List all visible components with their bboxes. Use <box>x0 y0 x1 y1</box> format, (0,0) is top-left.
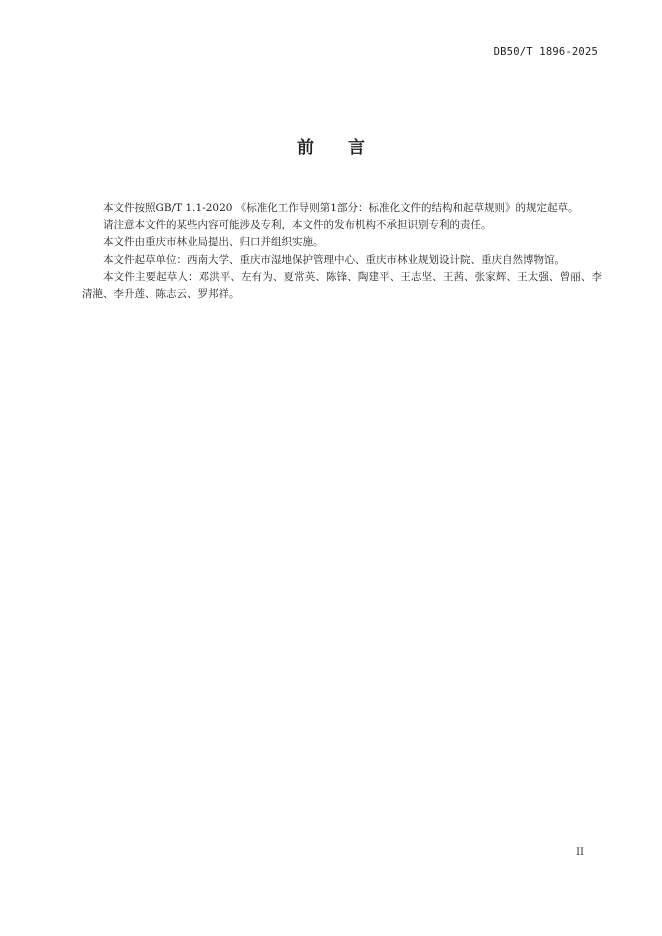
paragraph-drafters: 本文件主要起草人：邓洪平、左有为、夏常英、陈锋、陶建平、王志坚、王茜、张家辉、王太强、曾丽、李清滟、李升莲、陈志云、罗邦祥。 <box>82 270 602 301</box>
paragraph-drafting-units: 本文件起草单位：西南大学、重庆市湿地保护管理中心、重庆市林业规划设计院、重庆自然博物馆。 <box>103 253 565 266</box>
page-number: II <box>576 847 584 858</box>
section-title: 前言 <box>297 138 399 158</box>
preface-body <box>82 200 602 303</box>
document-code: DB50/T 1896-2025 <box>493 46 598 58</box>
paragraph-drafting-rules: 本文件按照GB/T 1.1-2020 《标准化工作导则第1部分：标准化文件的结构和起草规则》的规定起草。 <box>103 202 579 214</box>
paragraph-proposer: 本文件由重庆市林业局提出、归口并组织实施。 <box>103 236 324 249</box>
paragraph-patent-notice: 请注意本文件的某些内容可能涉及专利，本文件的发布机构不承担识别专利的责任。 <box>103 219 492 232</box>
